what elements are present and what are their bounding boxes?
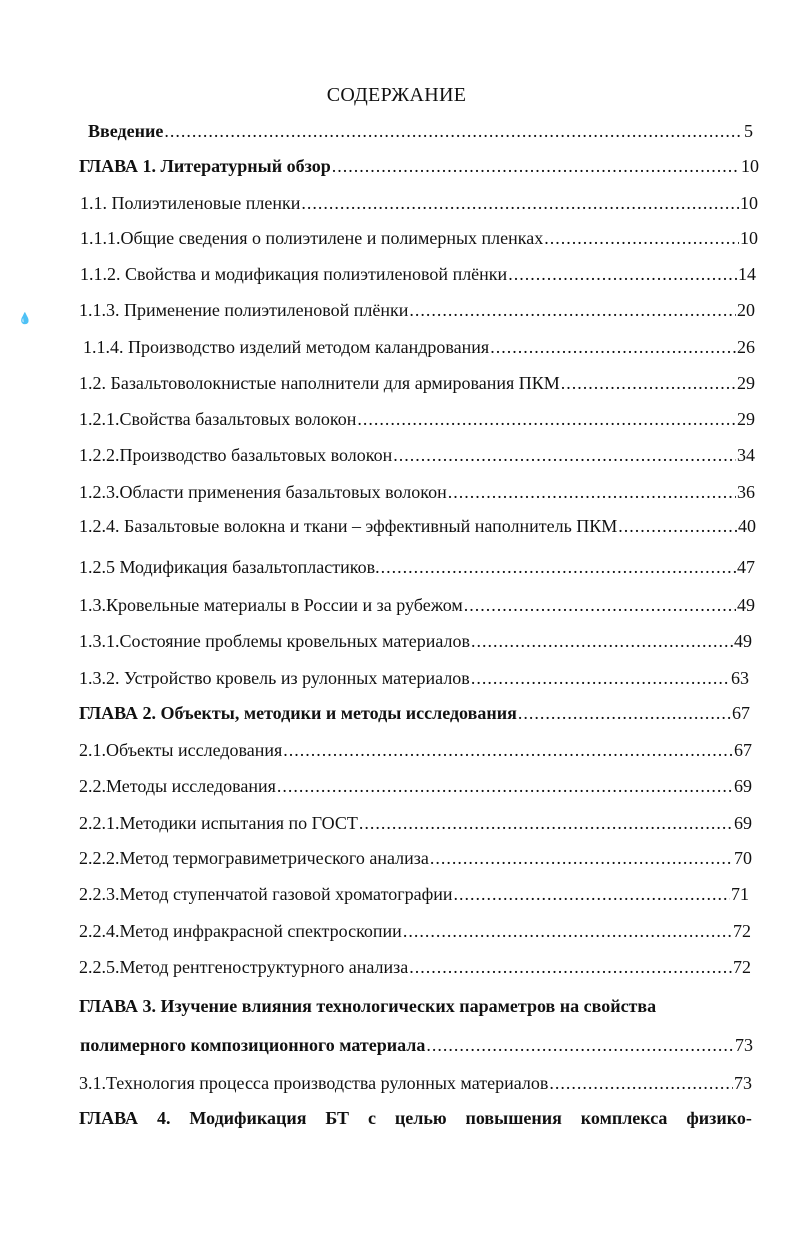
toc-entry — [80, 1035, 753, 1056]
toc-entry-page: 67 — [732, 703, 750, 723]
toc-entry-label: 2.2.3.Метод ступенчатой газовой хроматографии — [79, 884, 453, 904]
dot-leader — [448, 482, 736, 503]
toc-entry-label: 1.2.2.Производство базальтовых волокон — [79, 445, 393, 465]
dot-leader — [381, 557, 736, 578]
dot-leader — [283, 740, 733, 761]
dot-leader — [471, 668, 730, 689]
toc-entry-label: 1.2.4. Базальтовые волокна и ткани – эффективный наполнитель ПКМ — [79, 516, 618, 536]
dot-leader — [409, 957, 732, 978]
dot-leader — [454, 884, 731, 905]
word: ГЛАВА — [79, 1108, 139, 1128]
toc-entry-label: 2.2.Методы исследования — [79, 776, 276, 796]
toc-entry-page: 20 — [737, 300, 755, 320]
toc-chapter3-line1: ГЛАВА 3. Изучение влияния технологических параметров на свойства — [79, 996, 657, 1016]
toc-entry-label: 1.1.1.Общие сведения о полиэтилене и полимерных пленках — [80, 228, 544, 248]
dot-leader — [561, 373, 736, 394]
toc-entry-label: 3.1.Технология процесса производства рулонных материалов — [79, 1073, 549, 1093]
word: комплекса — [580, 1108, 668, 1128]
dot-leader — [490, 337, 736, 358]
dot-leader — [277, 776, 733, 797]
dot-leader — [403, 921, 732, 942]
toc-entry-label: 1.2.1.Свойства базальтовых волокон — [79, 409, 357, 429]
scan-artifact-icon: 💧 — [18, 313, 32, 325]
dot-leader — [301, 193, 739, 214]
dot-leader — [359, 813, 733, 834]
toc-entry-page: 29 — [737, 409, 755, 429]
toc-entry-page: 36 — [737, 482, 755, 502]
toc-entry — [79, 740, 752, 761]
toc-entry-label: Введение — [88, 121, 164, 141]
toc-entry-label: 2.2.1.Методики испытания по ГОСТ — [79, 813, 358, 833]
dot-leader — [430, 848, 733, 869]
toc-entry — [88, 121, 753, 142]
toc-entry-label: 1.2.3.Области применения базальтовых волокон — [79, 482, 447, 502]
toc-entry-page: 10 — [741, 156, 759, 176]
word: 4. — [156, 1108, 171, 1128]
toc-entry — [79, 373, 755, 394]
toc-entry — [79, 957, 751, 978]
toc-entry — [79, 445, 755, 466]
toc-entry-label: 1.1.3. Применение полиэтиленовой плёнки — [79, 300, 409, 320]
word: целью — [394, 1108, 447, 1128]
toc-entry-page: 67 — [734, 740, 752, 760]
toc-entry — [79, 1073, 752, 1094]
toc-entry-label: ГЛАВА 1. Литературный обзор — [79, 156, 331, 176]
dot-leader — [518, 703, 731, 724]
toc-entry-label: 1.3.Кровельные материалы в России и за рубежом — [79, 595, 463, 615]
toc-entry-page: 71 — [731, 884, 749, 904]
toc-entry-page: 73 — [734, 1073, 752, 1093]
toc-entry-page: 69 — [734, 813, 752, 833]
toc-chapter4-line1 — [79, 1108, 752, 1129]
toc-entry — [80, 193, 758, 214]
toc-entry — [79, 557, 755, 578]
toc-entry — [79, 921, 751, 942]
toc-entry-page: 49 — [737, 595, 755, 615]
toc-entry — [79, 300, 755, 321]
toc-entry-label: 2.1.Объекты исследования — [79, 740, 283, 760]
toc-entry-label: 2.2.4.Метод инфракрасной спектроскопии — [79, 921, 402, 941]
toc-entry-label: 1.1. Полиэтиленовые пленки — [80, 193, 301, 213]
toc-entry — [79, 595, 755, 616]
toc-entry — [79, 668, 749, 689]
toc-entry-page: 72 — [733, 921, 751, 941]
toc-entry-label: 1.2. Базальтоволокнистые наполнители для армирования ПКМ — [79, 373, 560, 393]
dot-leader — [164, 121, 743, 142]
word: Модификация — [189, 1108, 307, 1128]
toc-entry-page: 72 — [733, 957, 751, 977]
dot-leader — [508, 264, 737, 285]
toc-entry-page: 26 — [737, 337, 755, 357]
toc-entry-label: 1.3.1.Состояние проблемы кровельных материалов — [79, 631, 471, 651]
word: повышения — [465, 1108, 562, 1128]
toc-entry — [79, 409, 755, 430]
toc-entry — [79, 156, 759, 177]
toc-entry-page: 69 — [734, 776, 752, 796]
toc-entry-page: 47 — [737, 557, 755, 577]
toc-entry-page: 40 — [738, 516, 756, 536]
dot-leader — [549, 1073, 733, 1094]
word: БТ — [325, 1108, 350, 1128]
toc-entry-label: 1.1.2. Свойства и модификация полиэтиленовой плёнки — [80, 264, 508, 284]
dot-leader — [544, 228, 739, 249]
toc-entry — [83, 337, 755, 358]
toc-entry — [79, 848, 752, 869]
toc-entry-page: 49 — [734, 631, 752, 651]
toc-entry-page: 70 — [734, 848, 752, 868]
page-title: СОДЕРЖАНИЕ — [326, 84, 467, 106]
toc-entry-label: ГЛАВА 2. Объекты, методики и методы исследования — [79, 703, 517, 723]
toc-entry-page: 63 — [731, 668, 749, 688]
dot-leader — [471, 631, 733, 652]
toc-entry-label: полимерного композиционного материала — [80, 1035, 426, 1055]
dot-leader — [409, 300, 736, 321]
toc-entry-page: 34 — [737, 445, 755, 465]
dot-leader — [393, 445, 736, 466]
dot-leader — [426, 1035, 734, 1056]
dot-leader — [357, 409, 736, 430]
toc-entry-label: 2.2.5.Метод рентгеноструктурного анализа — [79, 957, 409, 977]
word: физико- — [686, 1108, 752, 1128]
toc-entry-page: 73 — [735, 1035, 753, 1055]
toc-entry — [79, 631, 752, 652]
toc-entry-label: 1.1.4. Производство изделий методом каландрования — [83, 337, 490, 357]
word: с — [367, 1108, 376, 1128]
toc-entry-page: 10 — [740, 228, 758, 248]
toc-entry — [80, 228, 758, 249]
toc-entry — [79, 776, 752, 797]
toc-entry-page: 10 — [740, 193, 758, 213]
toc-entry — [79, 516, 756, 537]
dot-leader — [464, 595, 736, 616]
toc-entry-label: 2.2.2.Метод термогравиметрического анализа — [79, 848, 429, 868]
toc-entry — [79, 813, 752, 834]
toc-entry — [79, 482, 755, 503]
dot-leader — [618, 516, 737, 537]
toc-entry-label: 1.3.2. Устройство кровель из рулонных материалов — [79, 668, 470, 688]
toc-entry — [79, 703, 750, 724]
toc-entry-label: 1.2.5 Модификация базальтопластиков. — [79, 557, 380, 577]
toc-entry-page: 29 — [737, 373, 755, 393]
toc-entry-page: 5 — [744, 121, 753, 141]
toc-entry — [80, 264, 756, 285]
dot-leader — [332, 156, 740, 177]
toc-entry — [79, 884, 749, 905]
toc-entry-page: 14 — [738, 264, 756, 284]
